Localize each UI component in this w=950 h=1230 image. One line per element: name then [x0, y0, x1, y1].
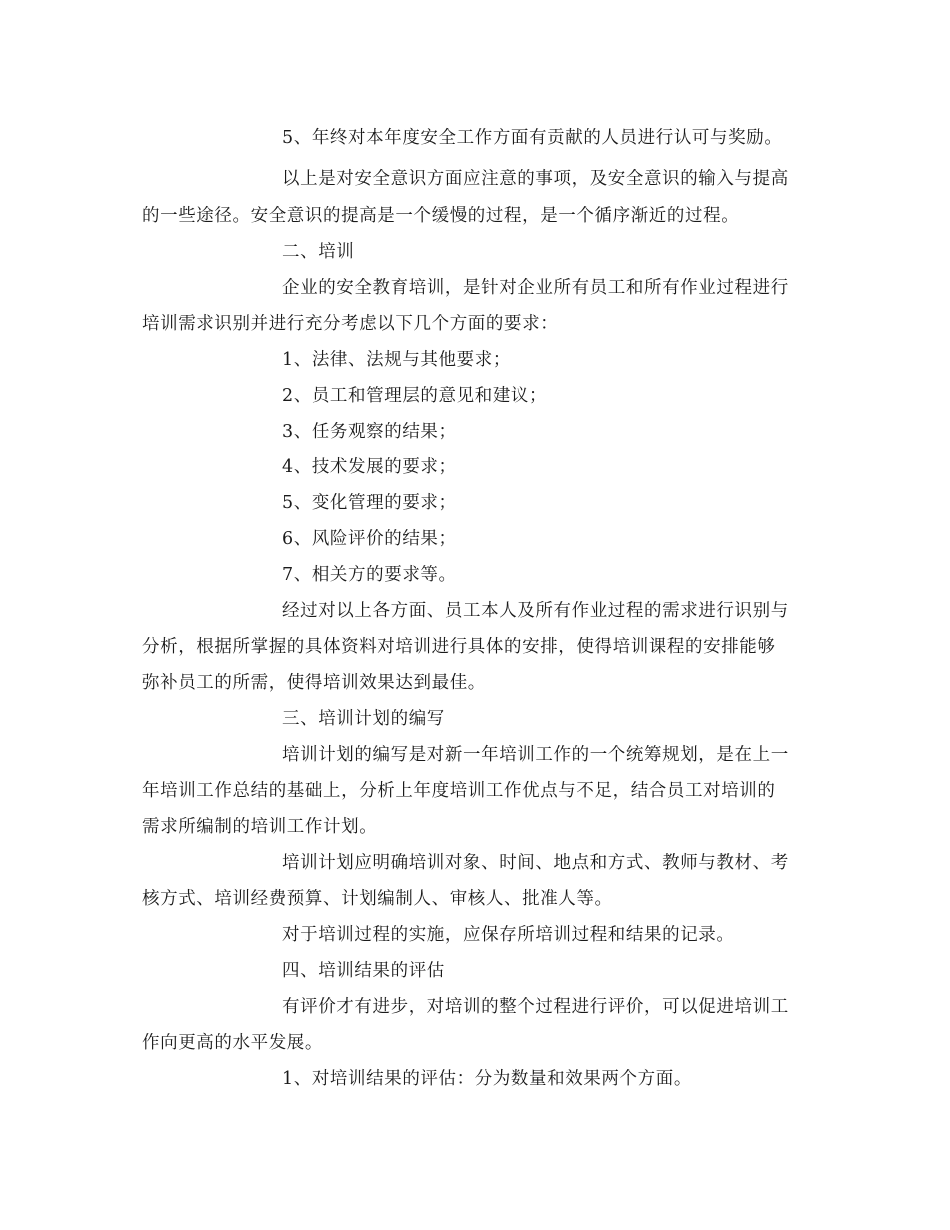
list-item-risk: 6、风险评价的结果；	[282, 529, 457, 549]
paragraph-records: 对于培训过程的实施，应保存所培训过程和结果的记录。	[282, 925, 735, 945]
list-item-law: 1、法律、法规与其他要求；	[282, 350, 511, 370]
section-heading-training: 二、培训	[282, 242, 355, 262]
paragraph-summary-line-2: 的一些途径。安全意识的提高是一个缓慢的过程，是一个循序渐近的过程。	[142, 206, 740, 226]
list-item-award: 5、年终对本年度安全工作方面有贡献的人员进行认可与奖励。	[282, 128, 783, 148]
section-heading-evaluation: 四、培训结果的评估	[282, 961, 445, 981]
paragraph-plan-content-line-2: 核方式、培训经费预算、计划编制人、审核人、批准人等。	[142, 889, 613, 909]
list-item-technology: 4、技术发展的要求；	[282, 457, 457, 477]
paragraph-summary-line-1: 以上是对安全意识方面应注意的事项，及安全意识的输入与提高	[282, 169, 789, 189]
paragraph-evaluation-line-2: 作向更高的水平发展。	[142, 1033, 323, 1053]
section-heading-plan: 三、培训计划的编写	[282, 709, 445, 729]
list-item-observation: 3、任务观察的结果；	[282, 422, 457, 442]
paragraph-plan-line-2: 年培训工作总结的基础上，分析上年度培训工作优点与不足，结合员工对培训的	[142, 781, 776, 801]
paragraph-plan-content-line-1: 培训计划应明确培训对象、时间、地点和方式、教师与教材、考	[282, 853, 789, 873]
paragraph-training-line-1: 企业的安全教育培训，是针对企业所有员工和所有作业过程进行	[282, 278, 789, 298]
paragraph-plan-line-3: 需求所编制的培训工作计划。	[142, 817, 378, 837]
list-item-opinions: 2、员工和管理层的意见和建议；	[282, 386, 548, 406]
paragraph-training-line-2: 培训需求识别并进行充分考虑以下几个方面的要求：	[142, 314, 559, 334]
paragraph-plan-line-1: 培训计划的编写是对新一年培训工作的一个统筹规划，是在上一	[282, 745, 789, 765]
list-item-change-management: 5、变化管理的要求；	[282, 493, 457, 513]
list-item-result-evaluation: 1、对培训结果的评估：分为数量和效果两个方面。	[282, 1069, 692, 1089]
paragraph-analysis-line-2: 分析，根据所掌握的具体资料对培训进行具体的安排，使得培训课程的安排能够	[142, 637, 776, 657]
list-item-stakeholders: 7、相关方的要求等。	[282, 565, 457, 585]
paragraph-evaluation-line-1: 有评价才有进步，对培训的整个过程进行评价，可以促进培训工	[282, 997, 789, 1017]
paragraph-analysis-line-1: 经过对以上各方面、员工本人及所有作业过程的需求进行识别与	[282, 601, 789, 621]
paragraph-analysis-line-3: 弥补员工的所需，使得培训效果达到最佳。	[142, 673, 486, 693]
